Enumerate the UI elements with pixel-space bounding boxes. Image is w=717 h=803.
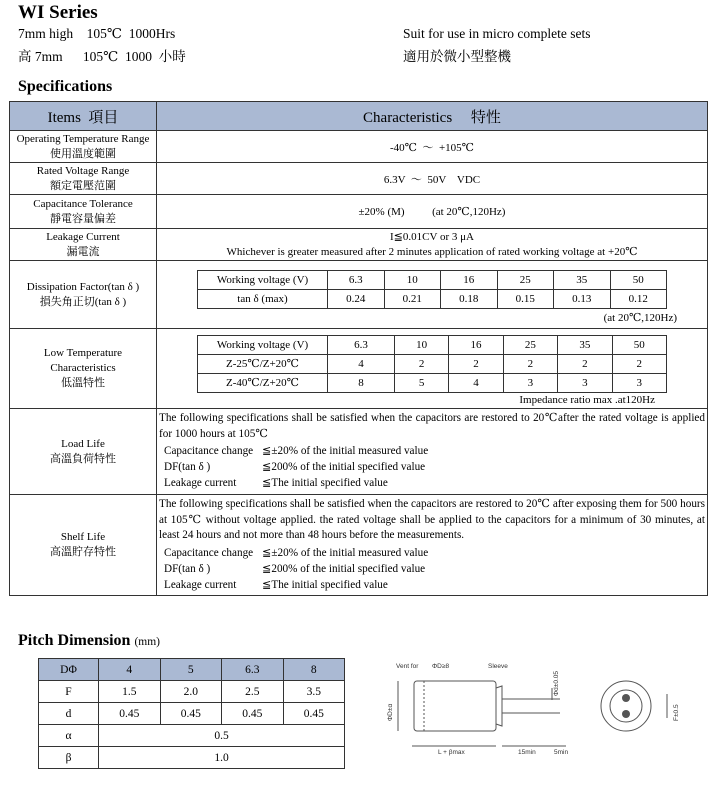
dissipation-cell [157, 261, 708, 329]
specifications-heading: Specifications [18, 78, 113, 95]
load-life-val: ≦200% of the initial specified value [262, 461, 426, 474]
table-cell: 10 [394, 335, 448, 354]
dissipation-zh: 損失角正切(tan δ ) [39, 295, 127, 308]
table-cell: 2 [449, 354, 503, 373]
table-cell: 3.5 [283, 681, 345, 703]
table-cell: 0.12 [610, 289, 667, 308]
voltage-zh: 額定電壓范圍 [50, 179, 116, 192]
list-item [157, 546, 707, 562]
table-row [39, 681, 345, 703]
table-cell: 0.45 [222, 703, 284, 725]
low-temp-cell [157, 329, 708, 409]
min15-label: 15min [518, 749, 536, 756]
table-cell: 1.5 [99, 681, 161, 703]
table-cell: 2 [503, 354, 557, 373]
shelf-life-key: Capacitance change [164, 547, 254, 560]
load-life-key: Capacitance change [164, 445, 254, 458]
table-cell: 0.21 [384, 289, 441, 308]
table-cell: 0.15 [497, 289, 554, 308]
low-temp-zh: 低溫特性 [61, 377, 105, 389]
shelf-life-label [10, 495, 157, 596]
table-cell: 50 [610, 270, 667, 289]
low-temp-label [10, 329, 157, 409]
table-cell: 0.45 [283, 703, 345, 725]
cap-tol-value: ±20% (M) (at 20℃,120Hz) [157, 195, 708, 229]
z40-label: Z-40℃/Z+20℃ [198, 373, 328, 392]
table-cell: 8 [328, 373, 395, 392]
specifications-table [9, 101, 708, 596]
table-cell: 0.45 [99, 703, 161, 725]
shelf-life-en: Shelf Life [60, 531, 106, 544]
table-cell: 25 [497, 270, 554, 289]
voltage-en: Rated Voltage Range [36, 164, 130, 177]
list-item [157, 444, 707, 460]
load-life-key: DF(tan δ ) [164, 461, 211, 474]
sleeve-label: Sleeve [488, 663, 508, 670]
impedance-note: Impedance ratio max .at120Hz [519, 393, 655, 406]
table-cell: 6.3 [328, 335, 395, 354]
load-life-val: ≦±20% of the initial measured value [262, 445, 429, 458]
table-cell: 5 [394, 373, 448, 392]
voltage-label [10, 163, 157, 195]
list-item [157, 476, 707, 492]
load-life-text: The following specifications shall be satisfied when the capacitors are restored to 20℃after the rated voltage is applied for 1000 hours at 105℃ [159, 412, 705, 440]
shelf-life-text: The following specifications shall be satisfied when the capacitors are restored to 20℃ after exposing them for 500 hours at 105℃ without voltage applied. the rated voltage shall be applied to the capacitors for a minimum of 30 minutes, at least 24 hours and not more than 48 hours before the measurements. [159, 498, 705, 542]
low-temp-en2: Characteristics [50, 362, 116, 374]
table-cell: 0.45 [160, 703, 222, 725]
lead-hole [622, 710, 630, 718]
dissipation-note: (at 20℃,120Hz) [603, 311, 677, 324]
table-cell: 0.13 [554, 289, 611, 308]
op-temp-label [10, 131, 157, 163]
capacitor-body [414, 681, 496, 731]
low-temp-row-z25 [198, 354, 667, 373]
table-cell: 35 [554, 270, 611, 289]
list-item [157, 562, 707, 578]
suitability-zh: 適用於微小型整機 [403, 49, 511, 64]
load-life-key: Leakage current [164, 476, 237, 489]
table-cell: 0.24 [328, 289, 385, 308]
lead-hole [622, 694, 630, 702]
table-cell: 4 [449, 373, 503, 392]
z25-label: Z-25℃/Z+20℃ [198, 354, 328, 373]
table-cell: 6.3 [222, 659, 284, 681]
dissipation-voltage-label: Working voltage (V) [198, 270, 328, 289]
leakage-condition: Whichever is greater measured after 2 minutes application of rated working voltage at +20℃ [226, 245, 638, 258]
shelf-life-val: ≦200% of the initial specified value [262, 562, 426, 575]
cap-tol-label [10, 195, 157, 229]
low-temp-row-z40 [198, 373, 667, 392]
leakage-value [157, 229, 708, 261]
leakage-label [10, 229, 157, 261]
rating-line-en: 7mm high 105℃ 1000Hrs [18, 26, 176, 41]
op-temp-en: Operating Temperature Range [16, 132, 150, 145]
shelf-life-val: ≦The initial specified value [262, 578, 388, 591]
capacitor-dimension-diagram [378, 656, 688, 762]
table-cell: α [39, 725, 99, 747]
table-cell: 16 [441, 270, 498, 289]
pitch-unit: (mm) [134, 636, 161, 648]
table-cell: 3 [612, 373, 666, 392]
table-cell: 35 [558, 335, 612, 354]
leakage-formula: I≦0.01CV or 3 μA [390, 230, 474, 243]
rating-line-zh: 高 7mm 105℃ 1000 小時 [18, 49, 186, 64]
items-header: Items 項目 [10, 102, 157, 131]
low-temp-en1: Low Temperature [43, 347, 123, 359]
cap-tol-en: Capacitance Tolerance [33, 197, 133, 210]
dissipation-row-voltage [198, 270, 667, 289]
low-temp-table [197, 335, 667, 393]
leakage-zh: 漏電流 [66, 245, 100, 258]
table-cell: 4 [99, 659, 161, 681]
suitability-en: Suit for use in micro complete sets [403, 26, 591, 41]
table-cell: 50 [612, 335, 666, 354]
characteristics-header: Characteristics 特性 [157, 102, 708, 131]
table-cell: 16 [449, 335, 503, 354]
pitch-table [38, 658, 345, 769]
shelf-life-key: DF(tan δ ) [164, 562, 211, 575]
f-dim-label: F±0.5 [673, 704, 680, 721]
table-cell: 6.3 [328, 270, 385, 289]
list-item [157, 460, 707, 476]
dissipation-label [10, 261, 157, 329]
pitch-header-row [39, 659, 345, 681]
series-title: WI Series [18, 2, 98, 23]
table-cell: 3 [558, 373, 612, 392]
table-cell: 2 [558, 354, 612, 373]
table-row [39, 703, 345, 725]
table-row [39, 725, 345, 747]
low-temp-row-voltage [198, 335, 667, 354]
pitch-heading-block [18, 632, 160, 650]
table-cell: 8 [283, 659, 345, 681]
table-cell: 0.5 [99, 725, 345, 747]
table-cell: β [39, 747, 99, 769]
pitch-heading: Pitch Dimension [18, 632, 131, 649]
min5-label: 5min [554, 749, 569, 756]
shelf-life-key: Leakage current [164, 578, 237, 591]
low-temp-voltage-label: Working voltage (V) [198, 335, 328, 354]
shelf-life-val: ≦±20% of the initial measured value [262, 547, 429, 560]
table-cell: 5 [160, 659, 222, 681]
table-cell: d [39, 703, 99, 725]
load-life-zh: 高溫負荷特性 [50, 452, 116, 465]
table-row [39, 747, 345, 769]
dissipation-en: Dissipation Factor(tan δ ) [26, 280, 140, 293]
length-label: L + βmax [438, 749, 465, 756]
op-temp-zh: 使用溫度範圍 [50, 147, 116, 160]
table-cell: 1.0 [99, 747, 345, 769]
table-cell: 25 [503, 335, 557, 354]
shelf-life-cell [157, 495, 708, 596]
vent-label: Vent for [396, 663, 419, 670]
dissipation-row-tand [198, 289, 667, 308]
phi-d-label: ΦD±α [387, 703, 394, 721]
load-life-label [10, 409, 157, 495]
load-life-en: Load Life [61, 437, 105, 450]
table-cell: 4 [328, 354, 395, 373]
table-cell: 2.0 [160, 681, 222, 703]
op-temp-value: -40℃ ～ +105℃ [157, 131, 708, 163]
capacitor-end [496, 686, 502, 726]
table-cell: 2.5 [222, 681, 284, 703]
tand-label: tan δ (max) [198, 289, 328, 308]
dissipation-table [197, 270, 667, 309]
table-cell: 3 [503, 373, 557, 392]
load-life-cell [157, 409, 708, 495]
load-life-val: ≦The initial specified value [262, 476, 388, 489]
shelf-life-zh: 高溫貯存特性 [50, 546, 116, 559]
table-cell: F [39, 681, 99, 703]
table-cell: DΦ [39, 659, 99, 681]
voltage-value: 6.3V ～ 50V VDC [157, 163, 708, 195]
table-cell: 0.18 [441, 289, 498, 308]
table-cell: 2 [394, 354, 448, 373]
table-cell: 2 [612, 354, 666, 373]
cap-tol-zh: 靜電容量偏差 [50, 212, 116, 225]
list-item [157, 578, 707, 594]
leakage-en: Leakage Current [46, 230, 120, 243]
vent-dim-label: ΦD≥8 [432, 663, 450, 670]
capacitor-top-outer [601, 681, 651, 731]
table-cell: 10 [384, 270, 441, 289]
phi-d-lead-label: Φd±0.05 [553, 670, 560, 696]
